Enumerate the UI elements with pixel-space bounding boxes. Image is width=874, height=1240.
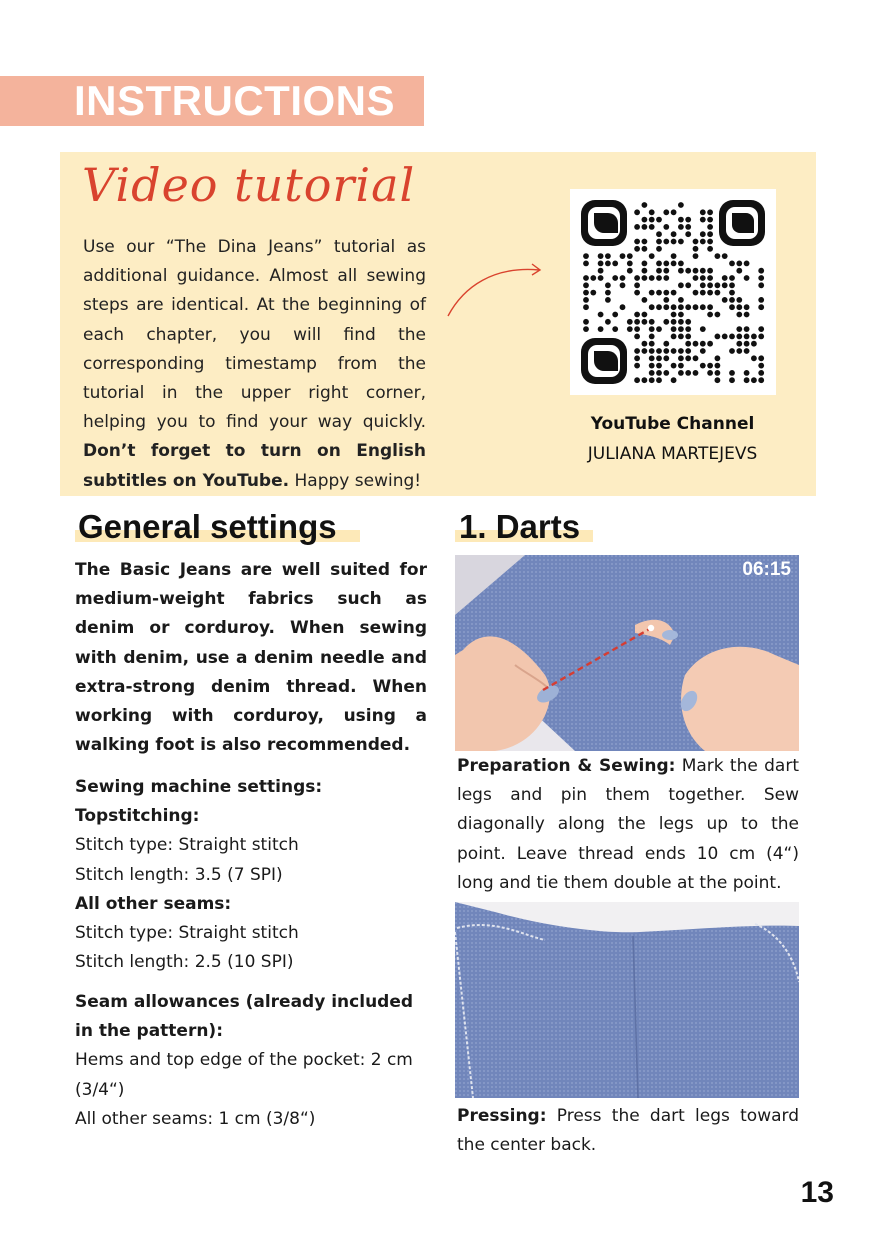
qr-dot <box>649 224 655 230</box>
qr-dot <box>583 319 589 325</box>
qr-dot <box>612 326 618 332</box>
qr-dot <box>744 326 750 332</box>
qr-dot <box>656 261 662 267</box>
qr-dot <box>700 217 706 223</box>
qr-dot <box>649 355 655 361</box>
qr-dot <box>649 304 655 310</box>
qr-dot <box>722 253 728 259</box>
qr-dot <box>744 334 750 340</box>
qr-dot <box>744 312 750 318</box>
qr-dot <box>685 348 691 354</box>
qr-dot <box>729 304 735 310</box>
qr-dot <box>678 304 684 310</box>
qr-dot <box>678 297 684 303</box>
qr-dot <box>678 261 684 267</box>
qr-dot <box>671 377 677 383</box>
qr-dot <box>671 312 677 318</box>
qr-dot <box>656 326 662 332</box>
qr-dot <box>700 348 706 354</box>
qr-dot <box>656 275 662 281</box>
qr-dot <box>598 253 604 259</box>
qr-dot <box>627 253 633 259</box>
qr-dot <box>605 282 611 288</box>
qr-dot <box>649 348 655 354</box>
qr-dot <box>758 275 764 281</box>
qr-dot <box>642 239 648 245</box>
qr-dot <box>729 370 735 376</box>
qr-dot <box>583 326 589 332</box>
qr-dot <box>634 319 640 325</box>
dart-sewing-image <box>455 555 799 751</box>
qr-dot <box>700 268 706 274</box>
youtube-qr-code[interactable] <box>570 189 776 395</box>
qr-dot <box>663 297 669 303</box>
qr-dot <box>707 239 713 245</box>
qr-dot <box>656 363 662 369</box>
qr-dot <box>758 268 764 274</box>
qr-dot <box>693 268 699 274</box>
qr-dot <box>656 217 662 223</box>
qr-dot <box>634 282 640 288</box>
qr-dot <box>663 348 669 354</box>
qr-dot <box>634 290 640 296</box>
qr-dot <box>722 282 728 288</box>
qr-dot <box>663 304 669 310</box>
qr-dot <box>707 282 713 288</box>
qr-dot <box>634 348 640 354</box>
qr-dot <box>700 275 706 281</box>
qr-dot <box>700 304 706 310</box>
qr-dot <box>642 268 648 274</box>
qr-dot <box>627 261 633 267</box>
qr-dot <box>729 348 735 354</box>
qr-dot <box>634 224 640 230</box>
qr-dot <box>693 341 699 347</box>
qr-dot <box>685 319 691 325</box>
qr-dot <box>707 209 713 215</box>
qr-dot <box>612 312 618 318</box>
qr-dot <box>649 341 655 347</box>
qr-dot <box>707 363 713 369</box>
qr-dot <box>642 246 648 252</box>
qr-dot <box>634 326 640 332</box>
qr-dot <box>722 334 728 340</box>
seam-allowance-other: All other seams: 1 cm (3/8“) <box>75 1108 316 1129</box>
qr-dot <box>605 297 611 303</box>
qr-dot <box>736 261 742 267</box>
qr-dot <box>736 334 742 340</box>
qr-dot <box>642 348 648 354</box>
qr-code-icon <box>570 189 776 395</box>
qr-dot <box>693 239 699 245</box>
qr-dot <box>744 341 750 347</box>
topstitching-label: Topstitching: <box>75 806 200 827</box>
qr-dot <box>693 253 699 259</box>
qr-dot <box>642 261 648 267</box>
qr-dot <box>663 268 669 274</box>
qr-dot <box>642 312 648 318</box>
qr-dot <box>707 217 713 223</box>
qr-dot <box>642 319 648 325</box>
qr-dot <box>715 290 721 296</box>
qr-dot <box>634 377 640 383</box>
qr-dot <box>693 246 699 252</box>
qr-dot <box>612 275 618 281</box>
tutorial-timestamp: 06:15 <box>742 559 791 580</box>
qr-dot <box>715 363 721 369</box>
qr-dot <box>715 377 721 383</box>
qr-dot <box>700 363 706 369</box>
qr-dot <box>758 334 764 340</box>
other-seams-label: All other seams: <box>75 893 232 914</box>
qr-dot <box>620 275 626 281</box>
qr-dot <box>700 231 706 237</box>
qr-dot <box>649 217 655 223</box>
qr-dot <box>700 239 706 245</box>
qr-dot <box>744 370 750 376</box>
qr-dot <box>736 312 742 318</box>
qr-dot <box>744 348 750 354</box>
qr-dot <box>693 290 699 296</box>
qr-dot <box>627 319 633 325</box>
qr-dot <box>758 297 764 303</box>
qr-dot <box>678 282 684 288</box>
page-number: 13 <box>800 1176 834 1209</box>
qr-dot <box>685 217 691 223</box>
qr-dot <box>678 239 684 245</box>
qr-dot <box>736 297 742 303</box>
machine-settings-label: Sewing machine settings: <box>75 777 323 797</box>
qr-dot <box>656 370 662 376</box>
dart-pressing-image <box>455 902 799 1098</box>
qr-dot <box>707 246 713 252</box>
qr-dot <box>736 341 742 347</box>
qr-dot <box>678 202 684 208</box>
qr-dot <box>707 341 713 347</box>
video-text-closing: Happy sewing! <box>294 470 422 491</box>
qr-dot <box>693 370 699 376</box>
qr-dot <box>649 275 655 281</box>
qr-dot <box>678 355 684 361</box>
qr-dot <box>685 370 691 376</box>
qr-dot <box>685 268 691 274</box>
qr-dot <box>656 304 662 310</box>
qr-dot <box>707 370 713 376</box>
qr-dot <box>634 355 640 361</box>
qr-dot <box>642 341 648 347</box>
qr-dot <box>671 231 677 237</box>
qr-dot <box>671 348 677 354</box>
qr-dot <box>620 253 626 259</box>
qr-dot <box>627 326 633 332</box>
qr-dot <box>671 334 677 340</box>
qr-dot <box>744 304 750 310</box>
qr-dot <box>612 261 618 267</box>
qr-dot <box>758 363 764 369</box>
qr-dot <box>736 304 742 310</box>
qr-dot <box>663 275 669 281</box>
seam-allowances <box>75 988 427 1134</box>
qr-dot <box>649 253 655 259</box>
qr-dot <box>656 290 662 296</box>
qr-dot <box>758 304 764 310</box>
qr-dot <box>642 224 648 230</box>
qr-dot <box>744 275 750 281</box>
qr-dot <box>685 341 691 347</box>
qr-dot <box>685 224 691 230</box>
qr-dot <box>663 319 669 325</box>
qr-dot <box>678 334 684 340</box>
qr-dot <box>656 268 662 274</box>
qr-dot <box>642 202 648 208</box>
qr-dot <box>642 275 648 281</box>
qr-dot <box>671 253 677 259</box>
qr-dot <box>583 290 589 296</box>
qr-dot <box>715 253 721 259</box>
qr-dot <box>671 261 677 267</box>
qr-dot <box>685 304 691 310</box>
qr-dot <box>634 209 640 215</box>
qr-dot <box>627 268 633 274</box>
qr-dot <box>620 282 626 288</box>
preparation-label: Preparation & Sewing: <box>457 756 676 776</box>
qr-dot <box>671 326 677 332</box>
qr-dot <box>729 334 735 340</box>
qr-dot <box>758 370 764 376</box>
qr-dot <box>663 341 669 347</box>
qr-dot <box>663 239 669 245</box>
qr-dot <box>605 261 611 267</box>
qr-dot <box>671 290 677 296</box>
qr-dot <box>649 290 655 296</box>
qr-dot <box>707 275 713 281</box>
youtube-channel-label: YouTube Channel <box>590 414 755 434</box>
pressing-label: Pressing: <box>457 1106 547 1126</box>
dart-pressing-photo <box>455 902 799 1098</box>
qr-dot <box>685 355 691 361</box>
qr-dot <box>598 268 604 274</box>
seam-allowance-label: Seam allowances (already included in the pattern): <box>75 992 414 1042</box>
video-tutorial-text <box>83 233 426 496</box>
pressing-body: Press the dart legs toward the center back. <box>457 1106 799 1156</box>
qr-dot <box>649 377 655 383</box>
darts-heading: 1. Darts <box>459 508 581 545</box>
qr-dot <box>751 334 757 340</box>
video-tutorial-heading: Video tutorial <box>82 158 416 212</box>
qr-dot <box>649 363 655 369</box>
qr-dot <box>736 348 742 354</box>
qr-dot <box>700 290 706 296</box>
qr-dot <box>715 370 721 376</box>
qr-dot <box>758 377 764 383</box>
qr-dot <box>707 312 713 318</box>
machine-settings <box>75 773 427 977</box>
qr-dot <box>634 246 640 252</box>
qr-dot <box>649 326 655 332</box>
dart-sewing-photo <box>455 555 799 751</box>
qr-dot <box>656 246 662 252</box>
qr-dot <box>649 370 655 376</box>
qr-dot <box>751 355 757 361</box>
qr-dot <box>729 377 735 383</box>
qr-dot <box>729 282 735 288</box>
qr-dot <box>598 326 604 332</box>
qr-dot <box>722 297 728 303</box>
topstitching-type: Stitch type: Straight stitch <box>75 835 299 856</box>
qr-dot <box>678 217 684 223</box>
page-title: INSTRUCTIONS <box>74 77 395 124</box>
qr-dot <box>685 334 691 340</box>
qr-dot <box>656 377 662 383</box>
qr-dot <box>642 377 648 383</box>
other-seams-length: Stitch length: 2.5 (10 SPI) <box>75 952 294 973</box>
qr-dot <box>598 261 604 267</box>
seam-allowance-hems: Hems and top edge of the pocket: 2 cm (3/4“) <box>75 1050 413 1100</box>
qr-dot <box>729 297 735 303</box>
qr-dot <box>715 282 721 288</box>
qr-dot <box>583 253 589 259</box>
qr-dot <box>693 275 699 281</box>
qr-dot <box>605 253 611 259</box>
youtube-channel-name: JULIANA MARTEJEVS <box>587 444 758 464</box>
preparation-body: Mark the dart legs and pin them together. Sew diagonally along the legs up to the point. Leave thread ends 10 cm (4“) long and tie them double at the point. <box>457 756 799 893</box>
qr-dot <box>649 319 655 325</box>
qr-dot <box>656 231 662 237</box>
qr-dot <box>656 239 662 245</box>
qr-dot <box>722 275 728 281</box>
qr-dot <box>700 282 706 288</box>
qr-dot <box>715 355 721 361</box>
other-seams-type: Stitch type: Straight stitch <box>75 923 299 944</box>
qr-dot <box>685 231 691 237</box>
qr-dot <box>656 348 662 354</box>
qr-dot <box>744 261 750 267</box>
qr-dot <box>634 239 640 245</box>
qr-dot <box>605 319 611 325</box>
qr-dot <box>671 319 677 325</box>
qr-dot <box>678 268 684 274</box>
qr-dot <box>634 363 640 369</box>
qr-dot <box>671 304 677 310</box>
qr-dot <box>758 355 764 361</box>
qr-dot <box>700 209 706 215</box>
qr-dot <box>642 217 648 223</box>
qr-dot <box>634 275 640 281</box>
qr-dot <box>700 341 706 347</box>
qr-dot <box>663 370 669 376</box>
qr-dot <box>758 282 764 288</box>
qr-dot <box>634 334 640 340</box>
qr-dot <box>707 268 713 274</box>
qr-dot <box>685 282 691 288</box>
qr-dot <box>598 312 604 318</box>
qr-dot <box>693 304 699 310</box>
qr-dot <box>671 239 677 245</box>
qr-dot <box>583 304 589 310</box>
qr-dot <box>620 304 626 310</box>
qr-dot <box>685 326 691 332</box>
qr-dot <box>671 363 677 369</box>
qr-dot <box>663 209 669 215</box>
qr-dot <box>715 312 721 318</box>
video-text-intro: Use our “The Dina Jeans” tutorial as additional guidance. Almost all sewing steps are identical. At the beginning of each chapter, you will find the corresponding timestamp from the tutorial in the upper right corner, helping you to find your way quickly. <box>83 237 426 433</box>
qr-dot <box>751 377 757 383</box>
qr-dot <box>671 209 677 215</box>
preparation-sewing-text <box>457 752 799 898</box>
qr-dot <box>707 224 713 230</box>
qr-dot <box>663 224 669 230</box>
qr-dot <box>736 268 742 274</box>
qr-dot <box>751 341 757 347</box>
qr-dot <box>729 261 735 267</box>
qr-dot <box>656 355 662 361</box>
qr-dot <box>693 355 699 361</box>
qr-dot <box>707 231 713 237</box>
qr-dot <box>678 319 684 325</box>
qr-dot <box>736 326 742 332</box>
qr-dot <box>605 290 611 296</box>
qr-dot <box>715 334 721 340</box>
qr-dot <box>583 282 589 288</box>
qr-dot <box>678 224 684 230</box>
video-text-subtitle-note: Don’t forget to turn on English subtitles on YouTube. <box>83 441 426 491</box>
qr-dot <box>678 326 684 332</box>
qr-dot <box>590 275 596 281</box>
qr-dot <box>707 290 713 296</box>
qr-dot <box>729 290 735 296</box>
qr-dot <box>663 355 669 361</box>
general-settings-heading: General settings <box>78 508 337 545</box>
qr-dot <box>583 275 589 281</box>
qr-dot <box>649 209 655 215</box>
qr-dot <box>583 261 589 267</box>
qr-dot <box>744 377 750 383</box>
qr-dot <box>583 297 589 303</box>
qr-dot <box>590 290 596 296</box>
qr-dot <box>700 326 706 332</box>
qr-dot <box>598 275 604 281</box>
qr-dot <box>678 370 684 376</box>
topstitching-length: Stitch length: 3.5 (7 SPI) <box>75 864 283 885</box>
qr-dot <box>729 275 735 281</box>
qr-dot <box>678 348 684 354</box>
arrow-icon <box>444 258 548 320</box>
qr-dot <box>707 304 713 310</box>
qr-dot <box>678 312 684 318</box>
qr-dot <box>642 297 648 303</box>
qr-dot <box>758 326 764 332</box>
qr-dot <box>663 261 669 267</box>
qr-dot <box>663 290 669 296</box>
general-settings-intro: The Basic Jeans are well suited for medium-weight fabrics such as denim or corduroy. When sewing with denim, use a denim needle and extra-strong denim thread. When working with corduroy, using a walking foot is also recommended. <box>75 560 427 756</box>
qr-dot <box>649 334 655 340</box>
qr-dot <box>634 312 640 318</box>
qr-dot <box>678 363 684 369</box>
pressing-text <box>457 1102 799 1160</box>
